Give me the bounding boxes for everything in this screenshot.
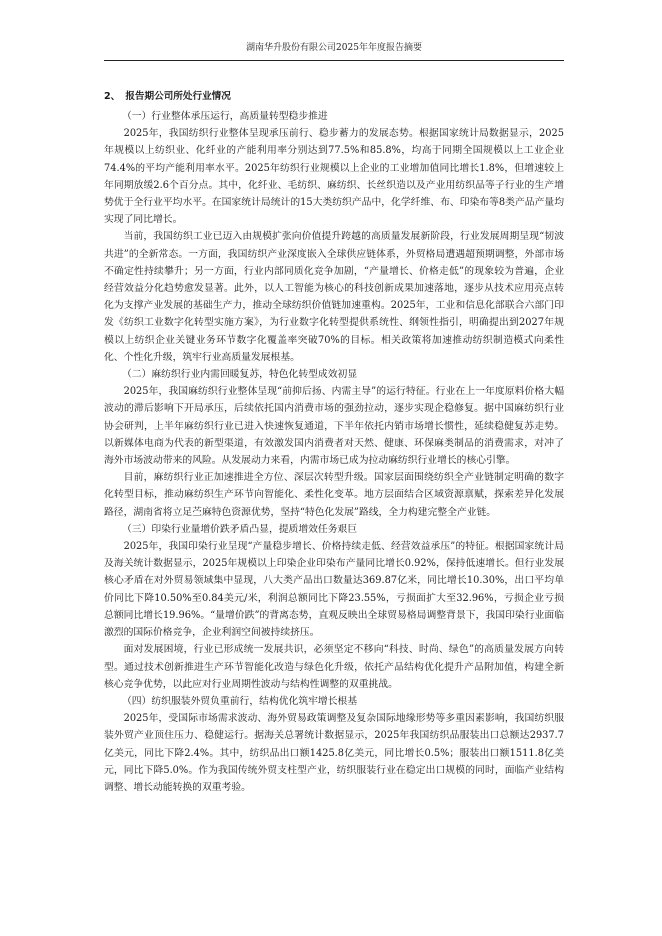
subsection-heading: （三）印染行业量增价跌矛盾凸显，提质增效任务艰巨 [122,523,358,535]
subsection-3 [104,521,564,693]
subsection-heading: （一）行业整体承压运行，高质量转型稳步推进 [122,111,328,122]
paragraph: 2025年，我国印染行业呈现“产量稳步增长、价格持续走低、经营效益承压”的特征。根据国家统计局及海关统计数据显示，2025年规模以上印染企业印染布产量同比增长0.92%，保持低速增长。但行业发展核心矛盾在对外贸易领域集中显现，八大类产品出口数量达369.87亿米，同比增长10.30%，出口平均单价同比下降10.50%至0.84美元/米，利润总额同比下降23.55%，亏损面扩大至32.96%，亏损企业亏损总额同比增长19.96%。“量增价跌”的背离态势，直观反映出全球贸易格局调整背景下，我国印染行业面临激烈的国际价格竞争，企业利润空间被持续挤压。 [104,541,564,639]
subsection-heading: （四）纺织服装外贸负重前行，结构优化筑牢增长根基 [122,695,358,707]
header-divider [104,60,564,61]
page-header: 湖南华升股份有限公司2025年年度报告摘要 [246,43,422,53]
report-body [104,88,564,796]
subsection-1 [104,108,564,366]
subsection-heading: （二）麻纺织行业内需回暖复苏，特色化转型成效初显 [122,369,358,381]
paragraph: 当前，我国纺织工业已迈入由规模扩张向价值提升跨越的高质量发展新阶段，行业发展周期呈现“韧波共进”的全新常态。一方面，我国纺织产业深度嵌入全球供应链体系，外贸格局遭遇超预期调整，外部市场不确定性持续攀升；另一方面，行业内部同质化竞争加剧，“产量增长、价格走低”的现象较为普遍，企业经营效益分化趋势愈发显著。此外，以人工智能为核心的科技创新成果加速落地，逐步从技术应用亮点转化为支撑产业发展的基础生产力，推动全球纺织价值链加速重构。2025年，工业和信息化部联合六部门印发《纺织工业数字化转型实施方案》，为行业数字化转型提供系统性、纲领性指引，明确提出到2027年规模以上纺织企业关键业务环节数字化覆盖率突破70%的目标。相关政策将加速推动纺织制造模式向柔性化、个性化升级，筑牢行业高质量发展根基。 [104,231,564,363]
section-title-text: 报告期公司所处行业情况 [125,91,231,102]
subsection-4 [104,693,564,796]
section-title [104,88,564,108]
section-number: 2、 [104,91,121,102]
paragraph: 2025年，我国纺织行业整体呈现承压前行、稳步蓄力的发展态势。根据国家统计局数据显示，2025年规模以上纺织业、化纤业的产能利用率分别达到77.5%和85.8%，均高于同期全国规模以上工业企业74.4%的平均产能利用率水平。2025年纺织行业规模以上企业的工业增加值同比增长1.8%，但增速较上年同期放缓2.6个百分点。其中，化纤业、毛纺织、麻纺织、长丝织造以及产业用纺织品等子行业的生产增势优于全行业平均水平。在国家统计局统计的15大类纺织产品中，化学纤维、布、印染布等8类产品产量均实现了同比增长。 [104,128,564,226]
paragraph: 2025年，受国际市场需求波动、海外贸易政策调整及复杂国际地缘形势等多重因素影响，我国纺织服装外贸产业顶住压力、稳健运行。据海关总署统计数据显示，2025年我国纺织品服装出口总额达2937.7亿美元，同比下降2.4%。其中，纺织品出口额1425.8亿美元，同比增长0.5%；服装出口额1511.8亿美元，同比下降5.0%。作为我国传统外贸支柱型产业，纺织服装行业在稳定出口规模的同时，面临产业结构调整、增长动能转换的双重考验。 [104,713,564,793]
subsection-2 [104,366,564,521]
paragraph: 2025年，我国麻纺织行业整体呈现“前抑后扬、内需主导”的运行特征。行业在上一年度原料价格大幅波动的滞后影响下开局承压，后续依托国内消费市场的强劲拉动，逐步实现企稳修复。据中国麻纺织行业协会研判，上半年麻纺织行业已进入快速恢复通道，下半年依托内销市场增长惯性，延续稳健复苏走势。以新媒体电商为代表的新型渠道，有效激发国内消费者对天然、健康、环保麻类制品的消费需求，对冲了海外市场波动带来的风险。从发展动力来看，内需市场已成为拉动麻纺织行业增长的核心引擎。 [104,386,564,467]
paragraph: 面对发展困境，行业已形成统一发展共识，必须坚定不移向“科技、时尚、绿色”的高质量发展方向转型。通过技术创新推进生产环节智能化改造与绿色化升级，依托产品结构优化提升产品附加值，构建全新核心竞争优势，以此应对行业周期性波动与结构性调整的双重挑战。 [104,644,564,690]
paragraph: 目前，麻纺织行业正加速推进全方位、深层次转型升级。国家层面围绕纺织全产业链制定明确的数字化转型目标，推动麻纺织生产环节向智能化、柔性化变革。地方层面结合区域资源禀赋，探索差异化发展路径，湖南省将立足苎麻特色资源优势，坚持“特色化发展”路线，全力构建完整全产业链。 [104,472,564,518]
